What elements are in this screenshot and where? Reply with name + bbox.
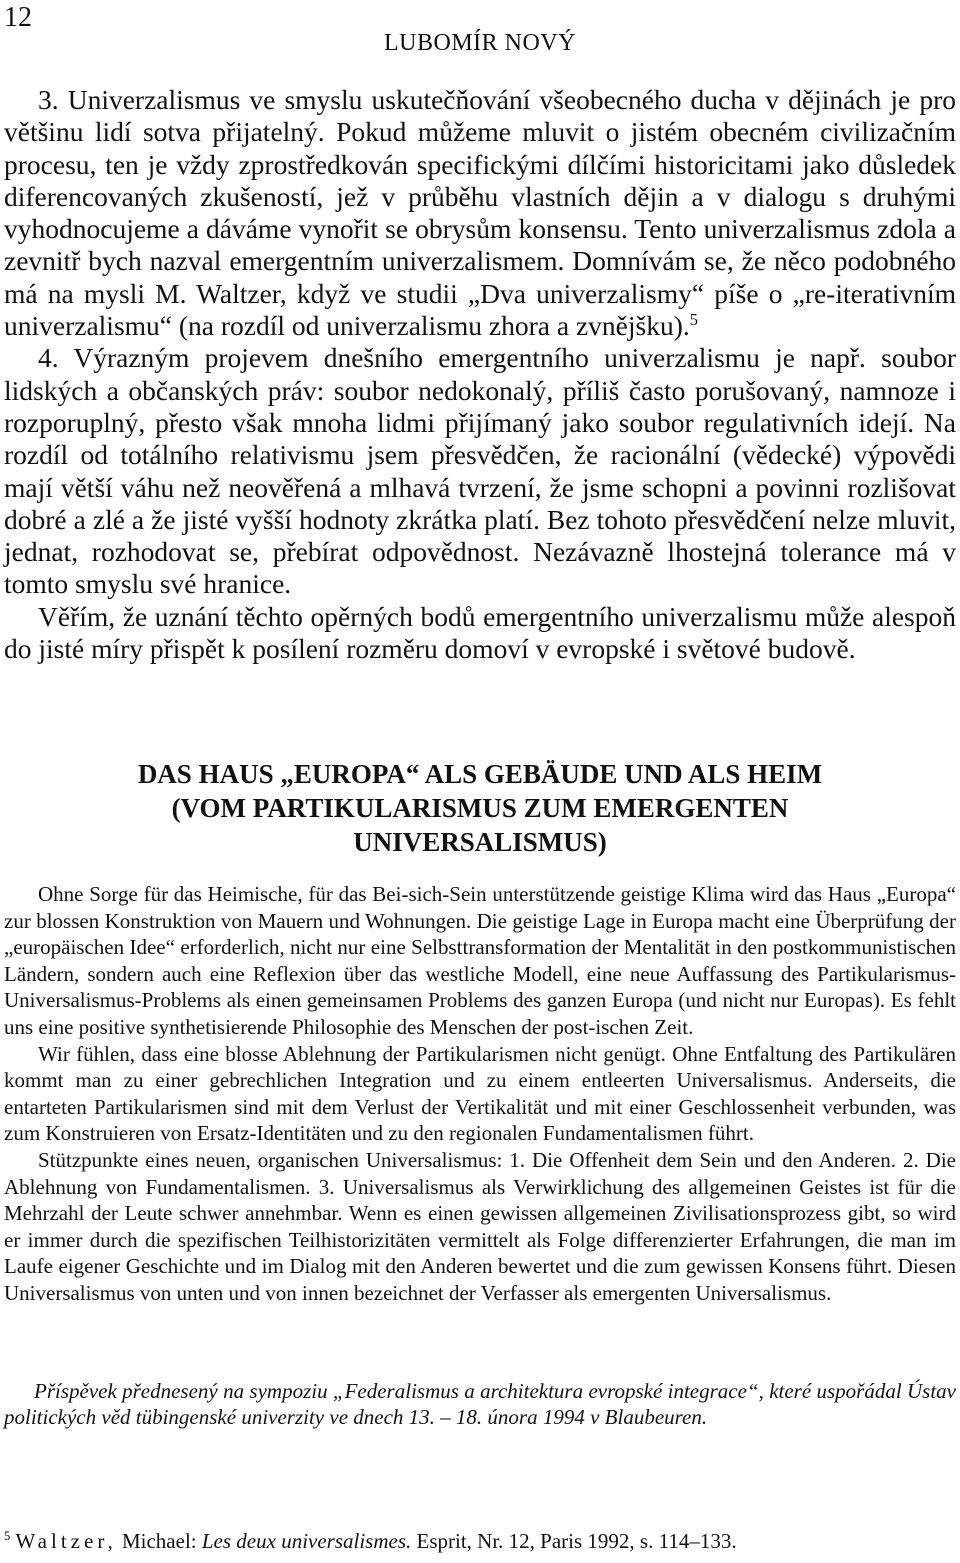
heading-line-3: UNIVERSALISMUS) — [353, 827, 607, 857]
main-text — [4, 84, 956, 665]
footnote — [4, 1528, 956, 1554]
footnote-author: Waltzer, — [15, 1529, 117, 1553]
paragraph-3 — [4, 84, 956, 342]
heading-line-1: DAS HAUS „EUROPA“ ALS GEBÄUDE UND ALS HEIM — [137, 759, 823, 789]
summary-paragraph-3: Stützpunkte eines neuen, organischen Universalismus: 1. Die Offenheit dem Sein und den Anderen. 2. Die Ablehnung von Fundamentalismen. 3. Universalismus als Verwirklichung des allgemeinen Geistes ist für die Mehrzahl der Leute schwer annehmbar. Wenn es einen gewissen allgemeinen Zivilisationsprozess gibt, so wird er immer durch die spezifischen Teilhistorizitäten vermittelt als Folge differenzierter Erfahrungen, die man im Laufe eigener Geschichte und im Dialog mit den Anderen bewertet und die zum gewissen Konsens führt. Diesen Universalismus von unten und von innen bezeichnet der Verfasser als emergenten Universalismus. — [4, 1147, 956, 1305]
paragraph-closing: Věřím, že uznání těchto opěrných bodů emergentního univerzalismu může alespoň do jisté míry přispět k posílení rozměru domoví v evropské i světové budově. — [4, 600, 956, 665]
summary-paragraph-1: Ohne Sorge für das Heimische, für das Bei-sich-Sein unterstützende geistige Klima wird das Haus „Europa“ zur blossen Konstruktion von Mauern und Wohnungen. Die geistige Lage in Europa macht eine Überprüfung der „europäischen Idee“ erforderlich, nicht nur eine Selbsttransformation der Mentalität in den postkommunistischen Ländern, sondern auch eine Reflexion über das westliche Modell, eine neue Auffassung des Partikularismus-Universalismus-Problems als einen gemeinsamen Problems des ganzen Europa (und nicht nur Europas). Es fehlt uns eine positive synthetisierende Philosophie des Menschen der post-ischen Zeit. — [4, 882, 956, 1039]
footnote-marker: 5 — [4, 1529, 11, 1543]
summary-paragraph-2: Wir fühlen, dass eine blosse Ablehnung der Partikularismen nicht genügt. Ohne Entfaltung des Partikulären kommt man zu einer gebrechlichen Integration und zu einem entleerten Universalismus. Anderseits, die entarteten Partikularismen sind mit dem Verlust der Vertikalität und mit einer Geschlossenheit verbunden, was zum Konstruieren von Ersatz-Identitäten und zu den regionalen Fundamentalismen führt. — [4, 1041, 956, 1146]
page-number: 12 — [4, 2, 32, 33]
footnote-author-name: Michael: — [116, 1529, 202, 1553]
running-head: LUBOMÍR NOVÝ — [384, 30, 576, 56]
footnote-source: Esprit, Nr. 12, Paris 1992, s. 114–133. — [411, 1529, 737, 1553]
heading-line-2: (VOM PARTIKULARISMUS ZUM EMERGENTEN — [171, 793, 789, 823]
footnote-ref: 5 — [689, 309, 698, 329]
summary-heading — [0, 757, 960, 859]
footnote-title: Les deux universalismes. — [201, 1529, 412, 1553]
symposium-note: Příspěvek přednesený na sympoziu „Federalismus a architektura evropské integrace“, které uspořádal Ústav politických věd tübingenské univerzity ve dnech 13. – 18. února 1994 v Blaubeuren. — [4, 1379, 956, 1429]
german-summary — [4, 881, 956, 1307]
paragraph-4: 4. Výrazným projevem dnešního emergentního univerzalismu je např. soubor lidských a občanských práv: soubor nedokonalý, příliš často porušovaný, namnoze i rozporuplný, přesto však mnoha lidmi přijímaný jako soubor regulativních idejí. Na rozdíl od totálního relativismu jsem přesvědčen, že racionální (vědecké) výpovědi mají větší váhu než neověřená a mlhavá tvrzení, že jsme schopni a povinni rozlišovat dobré a zlé a že jisté vyšší hodnoty zkrátka platí. Bez tohoto přesvědčení nelze mluvit, jednat, rozhodovat se, přebírat odpovědnost. Nezávazně lhostejná tolerance má v tomto smyslu své hranice. — [4, 342, 956, 600]
paragraph-3-text: 3. Univerzalismus ve smyslu uskutečňování všeobecného ducha v dějinách je pro většinu lidí sotva přijatelný. Pokud můžeme mluvit o jistém obecném civilizačním procesu, ten je vždy zprostředkován specifickými dílčími historicitami jako důsledek diferencovaných zkušeností, jež v průběhu vlastních dějin a v dialogu s druhými vyhodnocujeme a dáváme vynořit se obrysům konsensu. Tento univerzalismus zdola a zevnitř bych nazval emergentním univerzalismem. Domnívám se, že něco podobného má na mysli M. Waltzer, když ve studii „Dva univerzalismy“ píše o „re-iterativním univerzalismu“ (na rozdíl od univerzalismu zhora a zvnějšku). — [4, 84, 956, 342]
